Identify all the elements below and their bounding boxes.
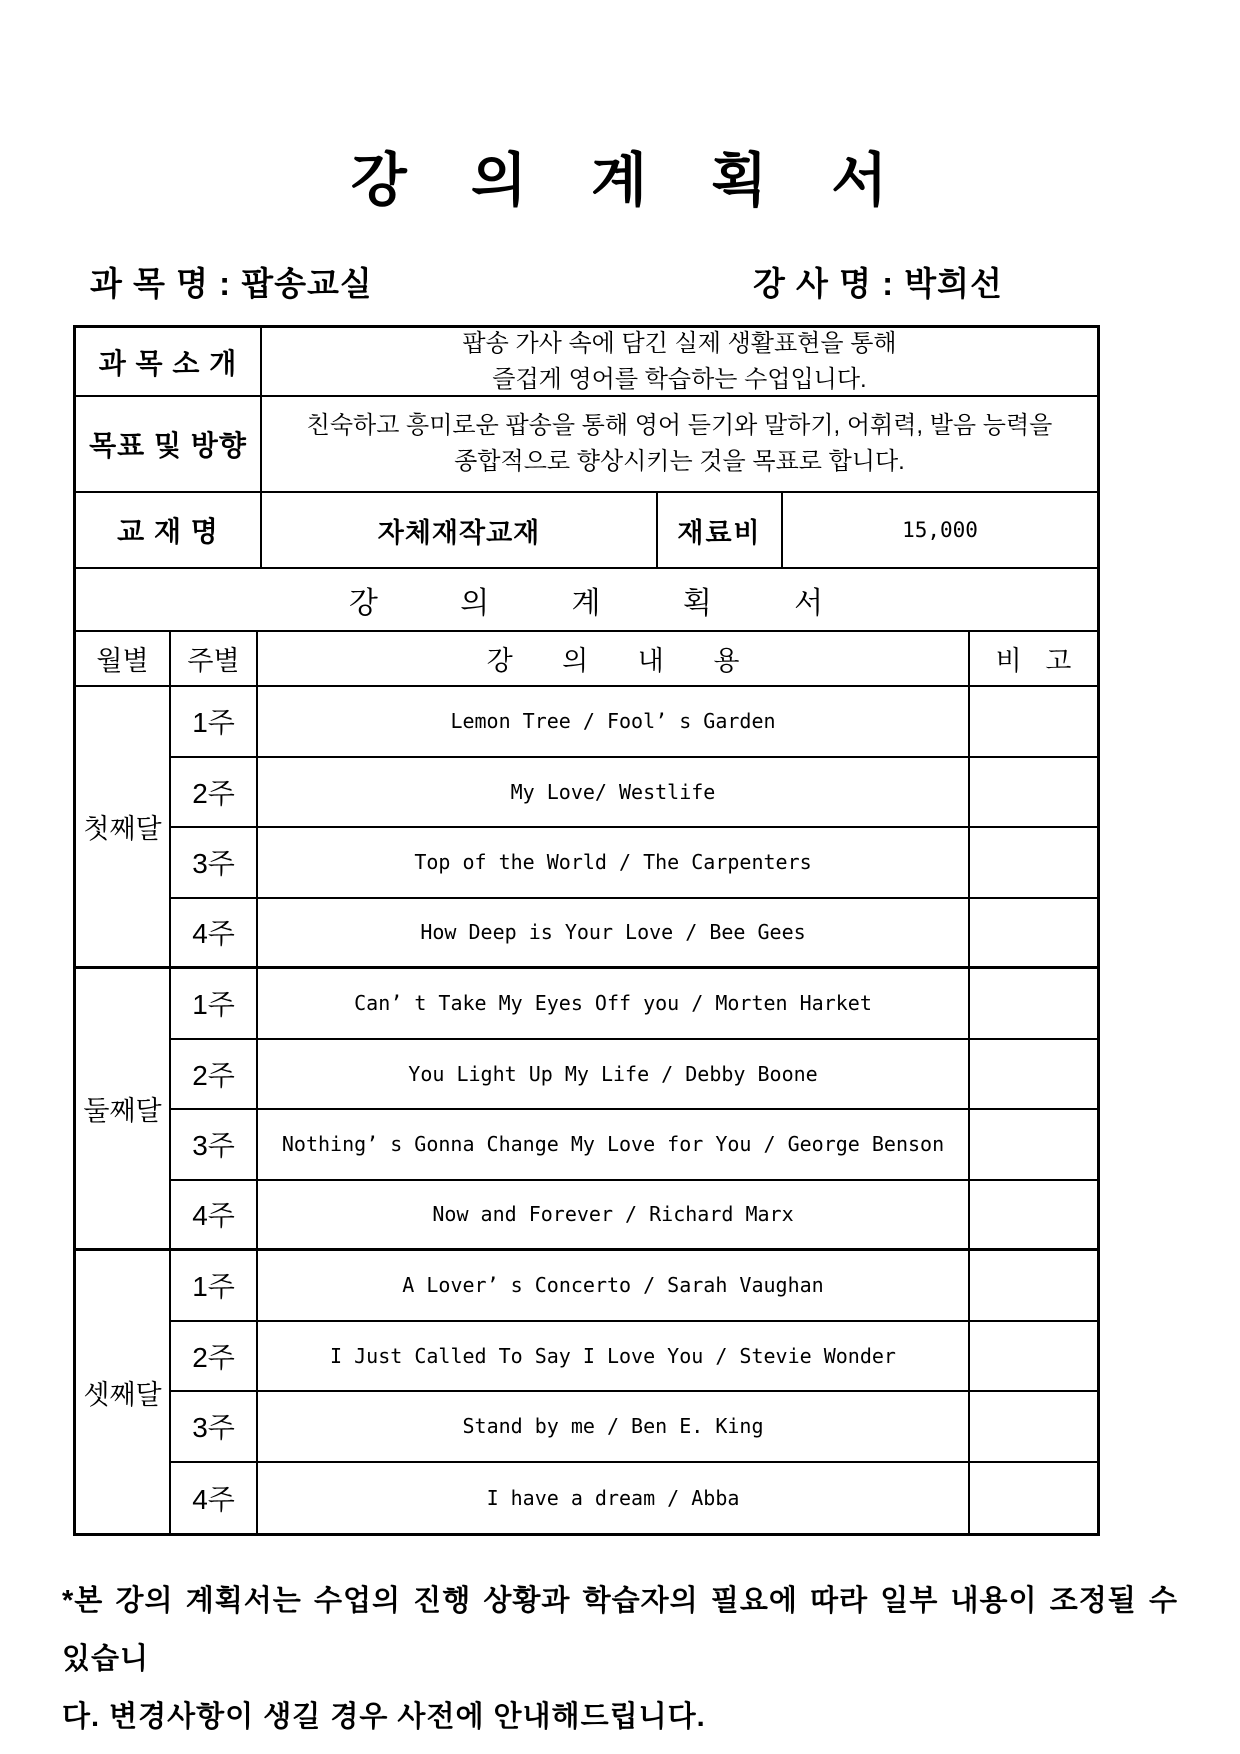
song-cell: A Lover’ s Concerto / Sarah Vaughan (258, 1251, 970, 1322)
week-cell: 4주 (171, 1463, 258, 1534)
week-cell: 1주 (171, 1251, 258, 1322)
fee-value: 15,000 (902, 518, 978, 542)
month-cell: 첫째달 (76, 687, 171, 969)
course-intro-row (76, 328, 1097, 397)
header-week: 주별 (171, 632, 258, 685)
week-cell: 2주 (171, 1322, 258, 1393)
week-cell: 2주 (171, 758, 258, 829)
week-cell: 3주 (171, 1110, 258, 1181)
song-cell: My Love/ Westlife (258, 758, 970, 829)
footnote-line2: 다. 변경사항이 생길 경우 사전에 안내해드립니다. (62, 1701, 706, 1733)
course-intro-content (262, 328, 1097, 395)
month-cell: 둘째달 (76, 969, 171, 1251)
remark-cell (970, 1392, 1097, 1463)
remark-cell (970, 1322, 1097, 1393)
textbook-row (76, 493, 1097, 569)
course-info-line (0, 258, 1240, 302)
course-intro-label: 과 목 소 개 (76, 328, 262, 395)
textbook-value: 자체재작교재 (262, 493, 658, 567)
song-cell: How Deep is Your Love / Bee Gees (258, 899, 970, 970)
song-cell: Can’ t Take My Eyes Off you / Morten Harket (258, 969, 970, 1040)
goal-line2: 종합적으로 향상시키는 것을 목표로 합니다. (454, 448, 905, 475)
remark-cell (970, 828, 1097, 899)
textbook-label: 교 재 명 (76, 493, 262, 567)
week-cell: 3주 (171, 1392, 258, 1463)
plan-section-title: 강 의 계 획 서 (76, 569, 1097, 632)
week-cell: 4주 (171, 899, 258, 970)
remark-cell (970, 1181, 1097, 1252)
week-cell: 4주 (171, 1181, 258, 1252)
remark-cell (970, 687, 1097, 758)
song-cell: Lemon Tree / Fool’ s Garden (258, 687, 970, 758)
plan-header-row (76, 632, 1097, 687)
lecture-plan-table (73, 325, 1100, 1536)
header-remark: 비 고 (995, 646, 1072, 676)
remark-cell (970, 899, 1097, 970)
week-cell: 2주 (171, 1040, 258, 1111)
week-cell: 1주 (171, 687, 258, 758)
remark-cell (970, 1251, 1097, 1322)
remark-cell (970, 1463, 1097, 1534)
remark-cell (970, 1110, 1097, 1181)
song-cell: Nothing’ s Gonna Change My Love for You / George Benson (258, 1110, 970, 1181)
month-cell: 셋째달 (76, 1251, 171, 1533)
fee-label: 재료비 (658, 493, 783, 567)
song-cell: Stand by me / Ben E. King (258, 1392, 970, 1463)
goal-label: 목표 및 방향 (76, 397, 262, 491)
goal-row (76, 397, 1097, 493)
subject-name: 과 목 명 : 팝송교실 (90, 265, 373, 302)
remark-cell (970, 1040, 1097, 1111)
instructor-name: 강 사 명 : 박희선 (753, 265, 1003, 302)
week-cell: 1주 (171, 969, 258, 1040)
course-intro-line1: 팝송 가사 속에 담긴 실제 생활표현을 통해 (462, 329, 897, 357)
song-cell: Top of the World / The Carpenters (258, 828, 970, 899)
page-title: 강 의 계 획 서 (350, 148, 890, 213)
remark-cell (970, 969, 1097, 1040)
header-content: 강 의 내 용 (258, 632, 970, 685)
header-month: 월별 (76, 632, 171, 685)
footnote-line1: *본 강의 계획서는 수업의 진행 상황과 학습자의 필요에 따라 일부 내용이 조정될 수 있습니 (62, 1585, 1178, 1675)
schedule-grid (76, 687, 1097, 1533)
song-cell: I Just Called To Say I Love You / Stevie Wonder (258, 1322, 970, 1393)
footnote (62, 1572, 1178, 1746)
song-cell: I have a dream / Abba (258, 1463, 970, 1534)
goal-content (262, 397, 1097, 491)
goal-line1: 친숙하고 흥미로운 팝송을 통해 영어 듣기와 말하기, 어휘력, 발음 능력을 (306, 412, 1053, 439)
song-cell: Now and Forever / Richard Marx (258, 1181, 970, 1252)
remark-cell (970, 758, 1097, 829)
song-cell: You Light Up My Life / Debby Boone (258, 1040, 970, 1111)
week-cell: 3주 (171, 828, 258, 899)
course-intro-line2: 즐겁게 영어를 학습하는 수업입니다. (492, 365, 867, 393)
